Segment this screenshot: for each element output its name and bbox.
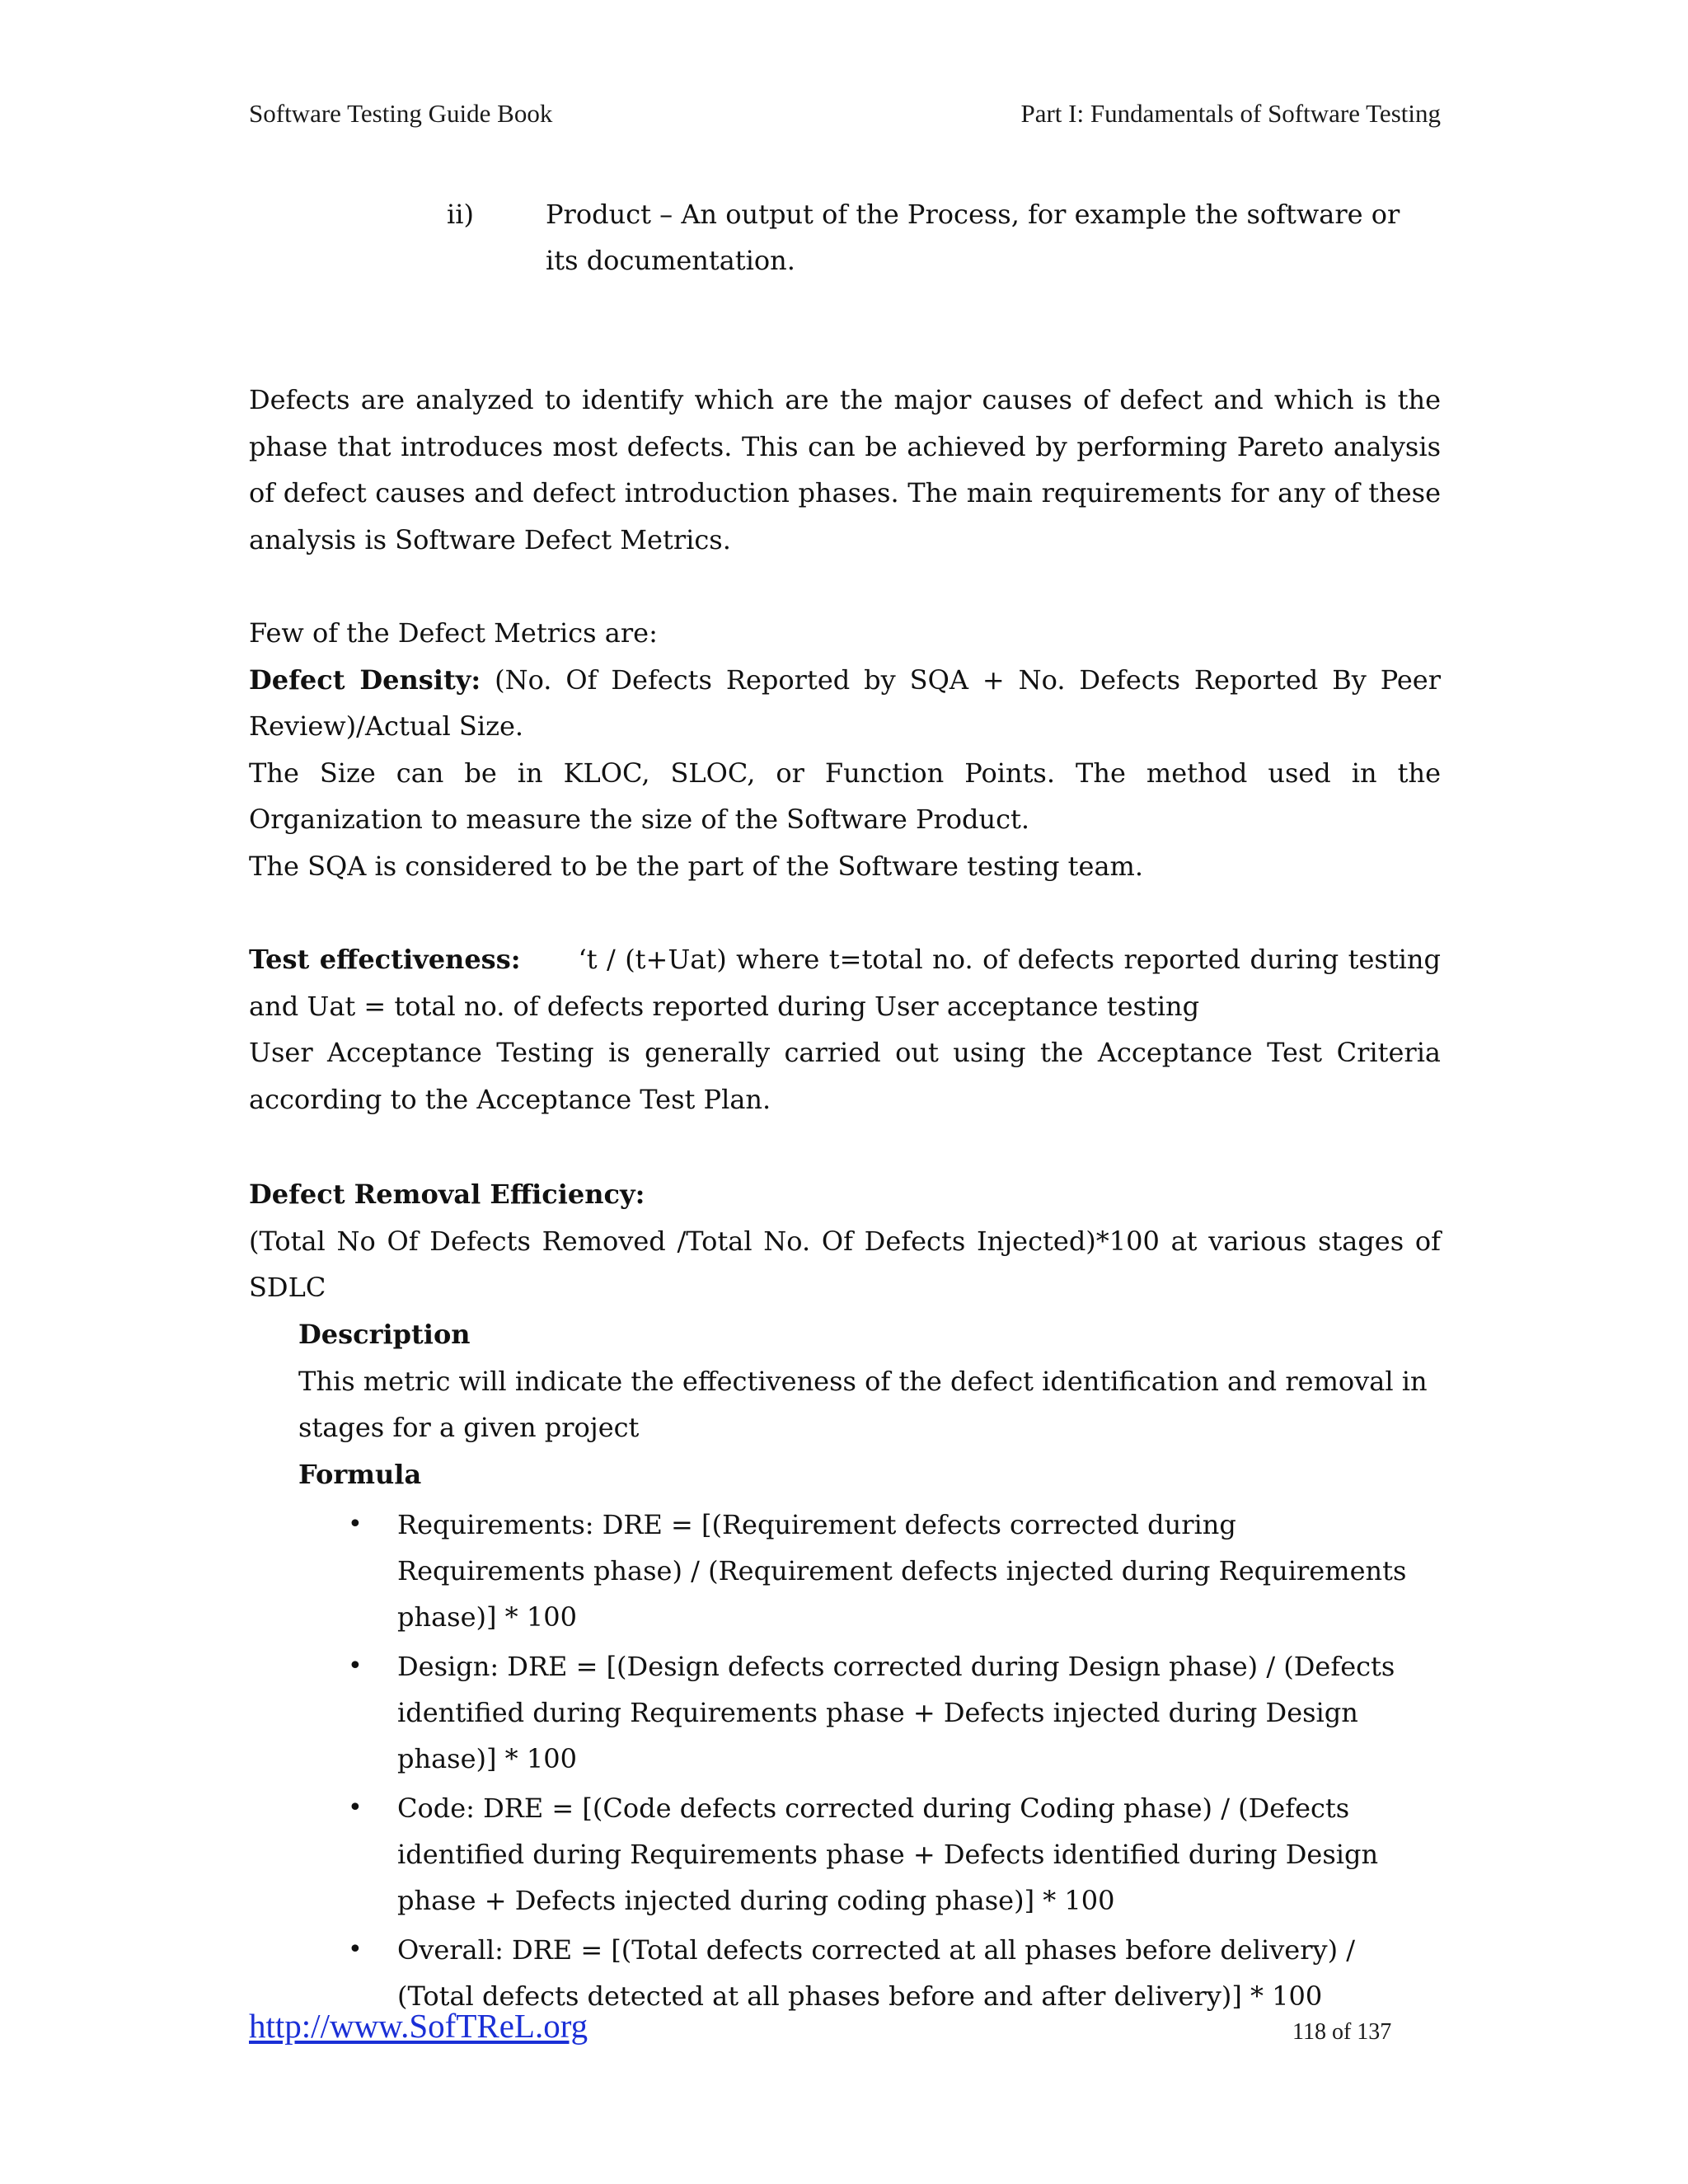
list-item (298, 1502, 1428, 1640)
bullet-icon: • (348, 1510, 363, 1539)
intro-paragraph: Defects are analyzed to identify which are the major causes of defect and which is the phase that introduces most defects. This can be achieved by performing Pareto analysis of defect causes and defect introduction phases. The main requirements for any of these analysis is Software Defect Metrics. (249, 384, 1441, 555)
metrics-section (249, 610, 1441, 889)
sqa-note: The SQA is considered to be the part of the Software testing team. (249, 850, 1144, 882)
test-effectiveness-label: Test effectiveness: (249, 944, 521, 975)
list-item (298, 1785, 1428, 1924)
formula-requirements: Requirements: DRE = [(Requirement defects corrected during Requirements phase) / (Requirement defects injected during Requirements phase)] * 100 (397, 1509, 1407, 1633)
bullet-icon: • (348, 1793, 363, 1822)
header-part-title: Part I: Fundamentals of Software Testing (1020, 99, 1441, 128)
formula-overall: Overall: DRE = [(Total defects corrected at all phases before delivery) / (Total defects detected at all phases before and after delivery)] * 100 (397, 1934, 1356, 2012)
list-item-number: ii) (447, 199, 474, 230)
dre-text: (Total No Of Defects Removed /Total No. Of Defects Injected)*100 at various stages of SDLC (249, 1225, 1441, 1303)
formula-list (298, 1502, 1441, 2022)
dre-section (249, 1171, 1441, 1311)
page-number: 118 of 137 (1292, 2019, 1392, 2045)
dre-label: Defect Removal Efficiency: (249, 1179, 645, 1210)
defect-density-text: (No. Of Defects Reported by SQA + No. Defects Reported By Peer Review)/Actual Size. (249, 663, 1442, 742)
list-item-line-1: Product – An output of the Process, for example the software or (546, 199, 1400, 230)
test-effectiveness-text: ‘t / (t+Uat) where t=total no. of defects reported during testing and Uat = total no. of defects reported during User acceptance testing (249, 944, 1442, 1022)
formula-code: Code: DRE = [(Code defects corrected during Coding phase) / (Defects identified during Requirements phase + Defects identified during Design phase + Defects injected during coding phase)] * 100 (397, 1793, 1379, 1916)
bullet-icon: • (348, 1935, 363, 1964)
list-item-text (546, 191, 1419, 284)
metrics-intro: Few of the Defect Metrics are: (249, 617, 658, 649)
uat-note: User Acceptance Testing is generally carried out using the Acceptance Test Criteria according to the Acceptance Test Plan. (249, 1037, 1441, 1115)
list-item (298, 1643, 1428, 1782)
formula-heading: Formula (298, 1458, 422, 1490)
size-note: The Size can be in KLOC, SLOC, or Function Points. The method used in the Organization to measure the size of the Software Product. (249, 757, 1441, 835)
description-text: This metric will indicate the effectiveness of the defect identification and removal in stages for a given project (298, 1365, 1428, 1443)
bullet-icon: • (348, 1652, 363, 1680)
test-effectiveness-section (249, 936, 1441, 1122)
description-heading: Description (298, 1319, 471, 1350)
header-book-title: Software Testing Guide Book (249, 99, 553, 128)
defect-density-paragraph (249, 657, 1441, 750)
formula-design: Design: DRE = [(Design defects corrected during Design phase) / (Defects identified during Requirements phase + Defects injected during Design phase)] * 100 (397, 1651, 1395, 1774)
footer-website-link[interactable]: http://www.SofTReL.org (249, 2007, 588, 2045)
test-effectiveness-paragraph (249, 936, 1441, 1029)
list-item-line-2: its documentation. (546, 245, 795, 276)
defect-density-label: Defect Density: (249, 663, 481, 696)
dre-description-block (298, 1311, 1441, 1497)
